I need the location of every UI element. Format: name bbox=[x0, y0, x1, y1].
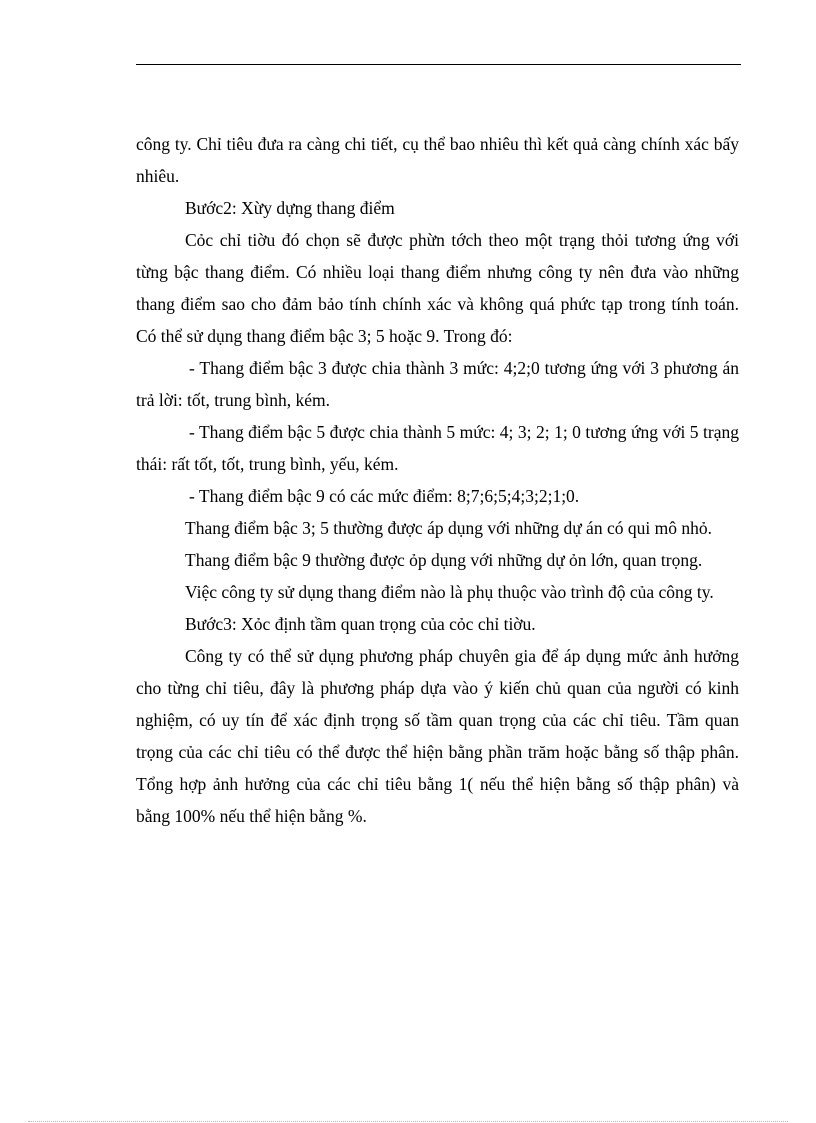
step-3-heading: Bước3: Xỏc định tầm quan trọng của cỏc chỉ tiờu. bbox=[185, 614, 536, 634]
bullet-scale-3: - Thang điểm bậc 3 được chia thành 3 mức: 4;2;0 tương ứng với 3 phương án trả lời: tốt, trung bình, kém. bbox=[136, 358, 739, 410]
paragraph-scale-intro: Cỏc chỉ tiờu đó chọn sẽ được phừn tớch theo một trạng thỏi tương ứng với từng bậc thang điểm. Có nhiều loại thang điểm nhưng công ty nên đưa vào những thang điểm sao cho đảm bảo tính chính xác và không quá phức tạp trong tính toán. Có thể sử dụng thang điểm bậc 3; 5 hoặc 9. Trong đó: bbox=[136, 230, 739, 346]
paragraph-small-projects: Thang điểm bậc 3; 5 thường được áp dụng với những dự án có qui mô nhỏ. bbox=[185, 518, 712, 538]
paragraph-expert-method: Công ty có thể sử dụng phương pháp chuyên gia để áp dụng mức ảnh hưởng cho từng chỉ tiêu, đây là phương pháp dựa vào ý kiến chủ quan của người có kinh nghiệm, có uy tín để xác định trọng số tầm quan trọng của các chỉ tiêu. Tầm quan trọng của các chỉ tiêu có thể được thể hiện bằng phần trăm hoặc bằng số thập phân. Tổng hợp ảnh hưởng của các chỉ tiêu bằng 1( nếu thể hiện bằng số thập phân) và bằng 100% nếu thể hiện bằng %. bbox=[136, 646, 739, 826]
paragraph-continuation: công ty. Chỉ tiêu đưa ra càng chi tiết, cụ thể bao nhiêu thì kết quả càng chính xác bấy nhiêu. bbox=[136, 134, 739, 186]
bullet-scale-5: - Thang điểm bậc 5 được chia thành 5 mức: 4; 3; 2; 1; 0 tương ứng với 5 trạng thái: rất tốt, tốt, trung bình, yếu, kém. bbox=[136, 422, 739, 474]
footer-dotted-rule bbox=[28, 1121, 788, 1122]
paragraph-large-projects: Thang điểm bậc 9 thường được ỏp dụng với những dự ỏn lớn, quan trọng. bbox=[185, 550, 703, 570]
step-2-heading: Bước2: Xừy dựng thang điểm bbox=[185, 198, 395, 218]
page-body bbox=[136, 128, 739, 832]
paragraph-company-choice: Việc công ty sử dụng thang điểm nào là phụ thuộc vào trình độ của công ty. bbox=[185, 582, 714, 602]
bullet-scale-9: - Thang điểm bậc 9 có các mức điểm: 8;7;6;5;4;3;2;1;0. bbox=[189, 486, 580, 506]
header-rule bbox=[136, 64, 741, 65]
